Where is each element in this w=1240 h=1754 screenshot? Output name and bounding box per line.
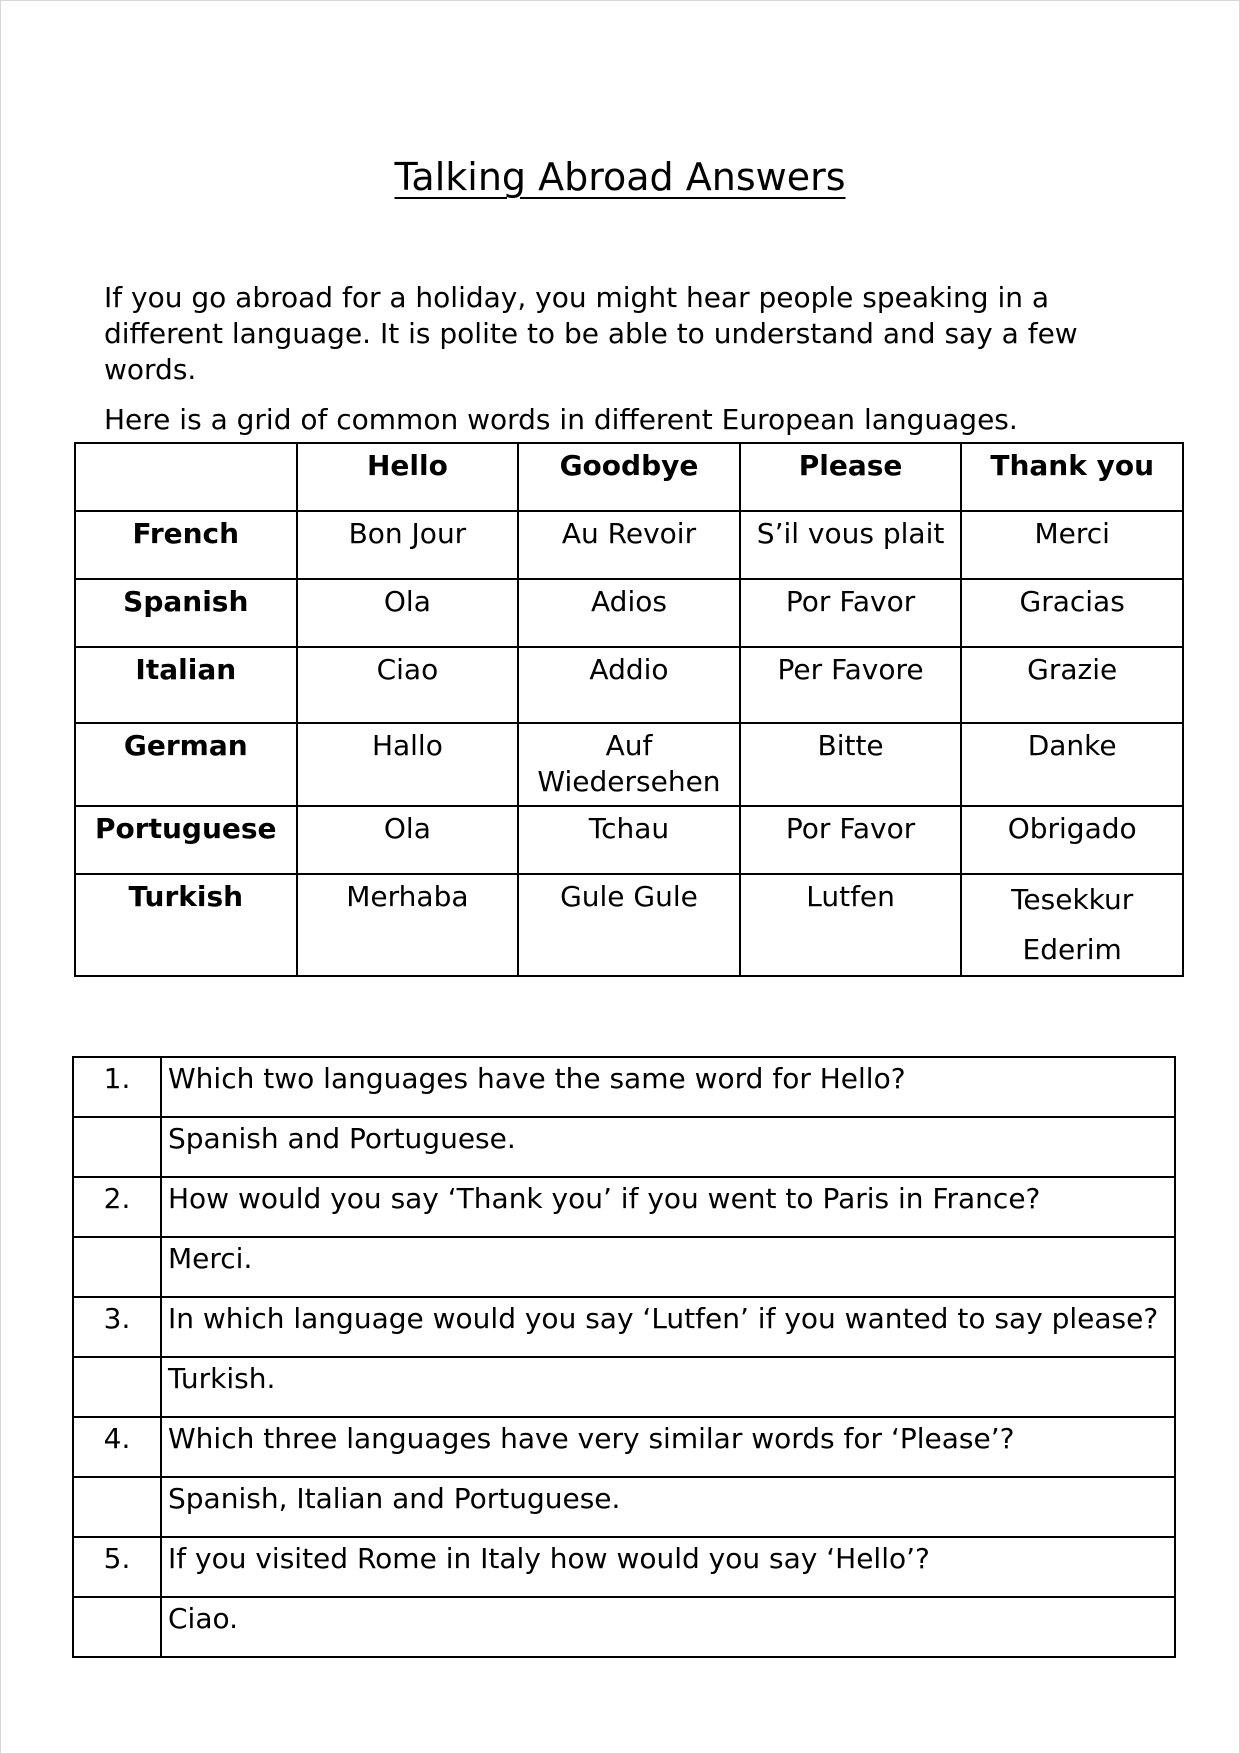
question-row [73, 1537, 1175, 1597]
word-goodbye: Addio [518, 647, 740, 723]
vocab-row-german [75, 723, 1183, 806]
answer-number-blank [73, 1357, 161, 1417]
language-name: Spanish [75, 579, 297, 647]
vocab-row-turkish [75, 874, 1183, 976]
vocab-header-please: Please [740, 443, 962, 511]
question-number: 2. [73, 1177, 161, 1237]
vocab-row-spanish [75, 579, 1183, 647]
answer-number-blank [73, 1117, 161, 1177]
language-name: French [75, 511, 297, 579]
intro-paragraph-1: If you go abroad for a holiday, you might hear people speaking in a different language. It is polite to be able to understand and say a few words. [104, 281, 1078, 386]
word-goodbye: Tchau [518, 806, 740, 874]
word-hello: Merhaba [297, 874, 519, 976]
word-please: Bitte [740, 723, 962, 806]
language-name: Portuguese [75, 806, 297, 874]
word-thank-you: Tesekkur Ederim [961, 874, 1183, 976]
answer-text: Turkish. [161, 1357, 1175, 1417]
question-number: 1. [73, 1057, 161, 1117]
answer-number-blank [73, 1237, 161, 1297]
word-please: Lutfen [740, 874, 962, 976]
vocab-header-corner [75, 443, 297, 511]
question-row [73, 1177, 1175, 1237]
vocab-header-thank-you: Thank you [961, 443, 1183, 511]
question-text: How would you say ‘Thank you’ if you went to Paris in France? [161, 1177, 1175, 1237]
answer-number-blank [73, 1477, 161, 1537]
page-title: Talking Abroad Answers [394, 155, 846, 199]
vocab-row-italian [75, 647, 1183, 723]
question-row [73, 1417, 1175, 1477]
vocab-row-french [75, 511, 1183, 579]
word-hello: Hallo [297, 723, 519, 806]
answer-row [73, 1117, 1175, 1177]
answer-row [73, 1477, 1175, 1537]
word-hello: Ola [297, 806, 519, 874]
answer-number-blank [73, 1597, 161, 1657]
vocab-header-hello: Hello [297, 443, 519, 511]
question-row [73, 1057, 1175, 1117]
question-text: Which three languages have very similar words for ‘Please’? [161, 1417, 1175, 1477]
question-number: 4. [73, 1417, 161, 1477]
question-text: In which language would you say ‘Lutfen’ if you wanted to say please? [161, 1297, 1175, 1357]
question-text: If you visited Rome in Italy how would you say ‘Hello’? [161, 1537, 1175, 1597]
word-please: S’il vous plait [740, 511, 962, 579]
language-name: Italian [75, 647, 297, 723]
word-hello: Ola [297, 579, 519, 647]
word-please: Por Favor [740, 806, 962, 874]
word-please: Per Favore [740, 647, 962, 723]
intro-paragraph-2: Here is a grid of common words in different European languages. [104, 403, 1018, 436]
word-thank-you: Merci [961, 511, 1183, 579]
word-thank-you: Grazie [961, 647, 1183, 723]
word-thank-you: Gracias [961, 579, 1183, 647]
answer-text: Merci. [161, 1237, 1175, 1297]
intro-text [104, 280, 1164, 438]
answer-text: Spanish and Portuguese. [161, 1117, 1175, 1177]
answer-text: Ciao. [161, 1597, 1175, 1657]
word-hello: Bon Jour [297, 511, 519, 579]
word-thank-you: Danke [961, 723, 1183, 806]
vocab-row-portuguese [75, 806, 1183, 874]
answer-row [73, 1597, 1175, 1657]
vocabulary-table [74, 442, 1184, 977]
answer-text: Spanish, Italian and Portuguese. [161, 1477, 1175, 1537]
word-thank-you: Obrigado [961, 806, 1183, 874]
question-text: Which two languages have the same word for Hello? [161, 1057, 1175, 1117]
word-hello: Ciao [297, 647, 519, 723]
question-number: 3. [73, 1297, 161, 1357]
answer-row [73, 1357, 1175, 1417]
question-row [73, 1297, 1175, 1357]
vocab-header-goodbye: Goodbye [518, 443, 740, 511]
word-goodbye: Au Revoir [518, 511, 740, 579]
word-goodbye: Gule Gule [518, 874, 740, 976]
answer-row [73, 1237, 1175, 1297]
language-name: Turkish [75, 874, 297, 976]
word-goodbye: Adios [518, 579, 740, 647]
questions-table [72, 1056, 1176, 1658]
vocab-header-row [75, 443, 1183, 511]
word-please: Por Favor [740, 579, 962, 647]
language-name: German [75, 723, 297, 806]
word-goodbye: Auf Wiedersehen [518, 723, 740, 806]
question-number: 5. [73, 1537, 161, 1597]
